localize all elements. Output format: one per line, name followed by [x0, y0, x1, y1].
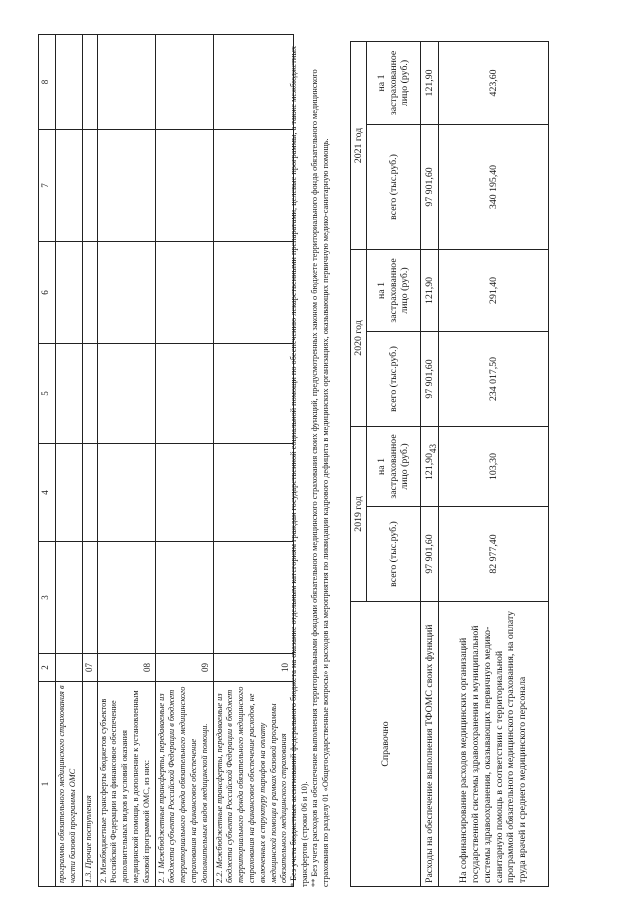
table-row [83, 35, 98, 887]
value-cell: 423,60 [439, 41, 549, 124]
value-cell: 97 901,60 [421, 124, 439, 249]
table-cell [213, 130, 293, 242]
table-row [421, 41, 439, 886]
table-row [56, 35, 83, 887]
table-cell [56, 130, 83, 242]
row-code: 10 [213, 654, 293, 682]
row-code: 07 [83, 654, 98, 682]
table-header-row [351, 41, 367, 886]
table-cell [83, 344, 98, 444]
table-cell [83, 242, 98, 344]
value-cell: 234 017,50 [439, 331, 549, 426]
table-cell [56, 242, 83, 344]
table-cell [83, 444, 98, 542]
table-cell [97, 344, 155, 444]
table-cell [213, 35, 293, 130]
value-cell: 340 195,40 [439, 124, 549, 249]
row-label: Расходы на обеспечение выполнения ТФОМС своих функций [421, 602, 439, 887]
table-header-row [39, 35, 56, 887]
reference-header: Справочно [351, 602, 421, 887]
year-header: 2020 год [351, 249, 367, 426]
table-cell [97, 130, 155, 242]
value-cell: 103,30 [439, 426, 549, 506]
value-cell: 121,90 [421, 426, 439, 506]
value-cell: 97 901,60 [421, 331, 439, 426]
value-cell: 121,90 [421, 249, 439, 331]
value-cell: 82 977,40 [439, 507, 549, 602]
table-cell [56, 344, 83, 444]
page-number: 43 [428, 444, 438, 453]
table-cell [56, 542, 83, 654]
footnote-2: ** Без учета расходов на обеспечение выполнения территориальными фондами обязательного медицинского страхования своих функций, предусмотренных законом о бюджете территориального фонда обязательного медицинского страхования по разделу 01 «Общегосударственные вопросы» и расходов на мероприятия по ликвидации кадрового дефицита в медицинских организациях, оказывающих первичную медико-санитарную помощь. [310, 69, 330, 887]
table-row [97, 35, 155, 887]
row-label: 2. 1 Межбюджетные трансферты, передаваемые из бюджета субъекта Российской Федерации в бюджет территориального фонда обязательного медицинского страхования на финансовое обеспечение дополнительных видов медицинской помощи. [155, 682, 213, 887]
footnote-1: * Без учета бюджетных ассигнований федерального бюджета на оказание отдельным категориям граждан государственной социальной помощи по обеспечению лекарственными препаратами, целевые программы, а также межбюджетных трансфертов (строки 06 и 10). [289, 45, 309, 887]
column-number: 8 [39, 35, 56, 130]
table-cell [213, 344, 293, 444]
table-cell [155, 444, 213, 542]
column-number: 7 [39, 130, 56, 242]
table-cell [155, 242, 213, 344]
table-row [439, 41, 549, 886]
column-number: 4 [39, 444, 56, 542]
table-cell [97, 35, 155, 130]
column-number: 2 [39, 654, 56, 682]
row-code: 09 [155, 654, 213, 682]
column-number: 3 [39, 542, 56, 654]
table-cell [155, 542, 213, 654]
table-cell [213, 242, 293, 344]
column-number: 6 [39, 242, 56, 344]
column-total-header: всего (тыс.руб.) [367, 507, 421, 602]
column-number: 1 [39, 682, 56, 887]
table-cell [97, 444, 155, 542]
row-label: программы обязательного медицинского страхования в части базовой программы ОМС [56, 682, 83, 887]
table-cell [155, 130, 213, 242]
reference-table [350, 41, 549, 887]
table-cell [83, 130, 98, 242]
table-cell [83, 542, 98, 654]
column-total-header: всего (тыс.руб.) [367, 124, 421, 249]
table-cell [213, 542, 293, 654]
column-per-person-header: на 1 застрахованное лицо (руб.) [367, 426, 421, 506]
column-per-person-header: на 1 застрахованное лицо (руб.) [367, 249, 421, 331]
row-code [56, 654, 83, 682]
row-code: 08 [97, 654, 155, 682]
value-cell: 121,90 [421, 41, 439, 124]
budget-table [38, 34, 294, 887]
row-label: 1.3. Прочие поступления [83, 682, 98, 887]
row-label: 2. Межбюджетные трансферты бюджетов субъектов Российской Федерации на финансовое обеспечение дополнительных видов и условий оказания медицинской помощи, в дополнение к установленным базовой программой ОМС, из них: [97, 682, 155, 887]
year-header: 2019 год [351, 426, 367, 601]
value-cell: 97 901,60 [421, 507, 439, 602]
row-label: 2.2. Межбюджетные трансферты, передаваемые из бюджета субъекта Российской Федерации в бюджет территориального фонда обязательного медицинского страхования на финансовое обеспечение расходов, не включенных в структуру тарифов на оплату медицинской помощи в рамках базовой программы обязательного медицинского страхования [213, 682, 293, 887]
column-number: 5 [39, 344, 56, 444]
column-per-person-header: на 1 застрахованное лицо (руб.) [367, 41, 421, 124]
table-cell [97, 242, 155, 344]
value-cell: 291,40 [439, 249, 549, 331]
table-cell [56, 444, 83, 542]
table-cell [155, 344, 213, 444]
column-total-header: всего (тыс.руб.) [367, 331, 421, 426]
table-cell [83, 35, 98, 130]
row-label: На софинансирование расходов медицинских организаций государственной системы здравоохранения и муниципальной системы здравоохранения, оказывающих первичную медико-санитарную помощь в соответствии с территориальной программой обязательного медицинского страхования, на оплату труда врачей и среднего медицинского персонала [439, 602, 549, 887]
table-cell [213, 444, 293, 542]
table-row [155, 35, 213, 887]
year-header: 2021 год [351, 41, 367, 249]
table-cell [97, 542, 155, 654]
table-row [213, 35, 293, 887]
table-cell [155, 35, 213, 130]
table-cell [56, 35, 83, 130]
